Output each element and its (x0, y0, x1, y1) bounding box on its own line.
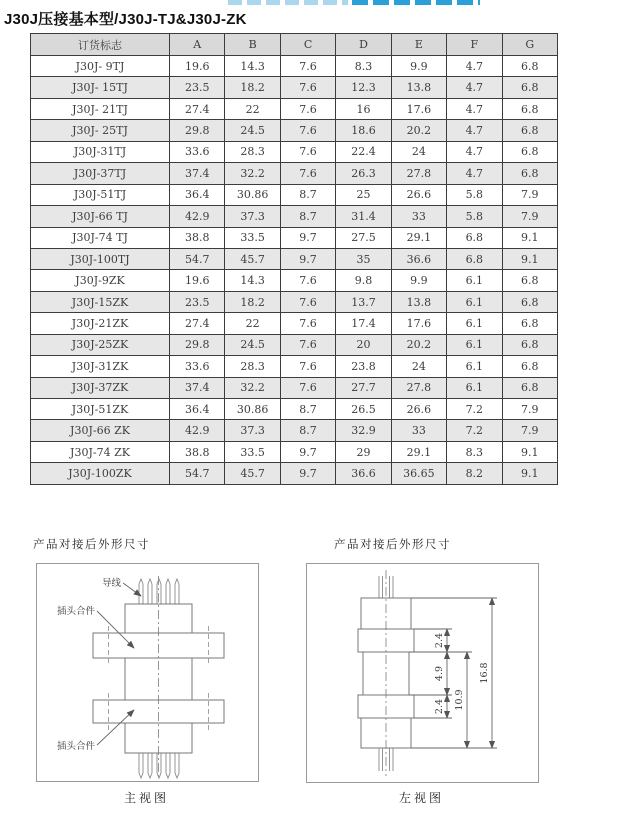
cutoff-header-text-dark (352, 0, 480, 5)
cell: 19.6 (170, 56, 225, 77)
front-view-drawing (37, 564, 258, 781)
cell: 9.1 (502, 441, 557, 462)
cell: 17.4 (336, 313, 391, 334)
row-label: J30J- 15TJ (31, 77, 170, 98)
front-view-figure (36, 563, 259, 782)
cell: 7.2 (447, 420, 502, 441)
cell: 36.4 (170, 399, 225, 420)
cell: 12.3 (336, 77, 391, 98)
cell: 17.6 (391, 98, 446, 119)
table-row (31, 206, 558, 227)
cell: 42.9 (170, 420, 225, 441)
cell: 26.6 (391, 184, 446, 205)
cell: 14.3 (225, 56, 280, 77)
row-label: J30J-37ZK (31, 377, 170, 398)
cell: 6.1 (447, 270, 502, 291)
cell: 9.8 (336, 270, 391, 291)
row-label: J30J-66 TJ (31, 206, 170, 227)
cell: 37.3 (225, 420, 280, 441)
cell: 33.5 (225, 227, 280, 248)
cell: 23.8 (336, 356, 391, 377)
cell: 6.1 (447, 356, 502, 377)
row-label: J30J- 25TJ (31, 120, 170, 141)
table-row (31, 377, 558, 398)
cell: 8.7 (280, 399, 335, 420)
cell: 22 (225, 313, 280, 334)
cell: 42.9 (170, 206, 225, 227)
cell: 13.7 (336, 291, 391, 312)
cell: 6.8 (502, 291, 557, 312)
table-row (31, 399, 558, 420)
cell: 6.8 (502, 56, 557, 77)
cell: 27.5 (336, 227, 391, 248)
cell: 7.6 (280, 120, 335, 141)
cell: 30.86 (225, 184, 280, 205)
row-label: J30J-100TJ (31, 248, 170, 269)
cell: 54.7 (170, 248, 225, 269)
cell: 8.7 (280, 206, 335, 227)
cell: 16 (336, 98, 391, 119)
cell: 6.8 (502, 313, 557, 334)
row-label: J30J-31ZK (31, 356, 170, 377)
cell: 4.7 (447, 98, 502, 119)
cell: 5.8 (447, 184, 502, 205)
table-row (31, 141, 558, 162)
cell: 7.9 (502, 420, 557, 441)
cell: 29.8 (170, 120, 225, 141)
cell: 33 (391, 206, 446, 227)
cell: 33 (391, 420, 446, 441)
table-row (31, 270, 558, 291)
cell: 6.1 (447, 313, 502, 334)
side-view-caption: 产品对接后外形尺寸 (334, 537, 451, 551)
cell: 25 (336, 184, 391, 205)
cell: 27.8 (391, 163, 446, 184)
cell: 26.6 (391, 399, 446, 420)
cell: 6.8 (502, 120, 557, 141)
plug-top-label: 插头合件 (56, 606, 95, 617)
cell: 6.1 (447, 291, 502, 312)
cell: 7.6 (280, 313, 335, 334)
cell: 7.9 (502, 399, 557, 420)
cutoff-header-text-light (228, 0, 348, 5)
row-label: J30J-15ZK (31, 291, 170, 312)
cell: 9.7 (280, 463, 335, 484)
cell: 33.6 (170, 141, 225, 162)
cell: 6.8 (502, 163, 557, 184)
cell: 4.7 (447, 56, 502, 77)
cell: 6.8 (502, 98, 557, 119)
dim-value-middle: 4.9 (434, 665, 445, 682)
cell: 20.2 (391, 120, 446, 141)
cell: 9.9 (391, 56, 446, 77)
dim-value-partial-height: 10.9 (454, 689, 465, 711)
cell: 22.4 (336, 141, 391, 162)
cell: 7.6 (280, 77, 335, 98)
cell: 9.9 (391, 270, 446, 291)
row-label: J30J-9ZK (31, 270, 170, 291)
front-view-title: 主视图 (123, 791, 169, 805)
column-header: G (502, 34, 557, 56)
cell: 23.5 (170, 77, 225, 98)
cell: 29.1 (391, 227, 446, 248)
cell: 33.6 (170, 356, 225, 377)
cell: 4.7 (447, 120, 502, 141)
cell: 9.1 (502, 227, 557, 248)
cell: 37.4 (170, 163, 225, 184)
cell: 28.3 (225, 141, 280, 162)
cell: 24 (391, 141, 446, 162)
row-label: J30J-37TJ (31, 163, 170, 184)
dim-value-total-height: 16.8 (479, 662, 490, 684)
cell: 8.3 (336, 56, 391, 77)
table-row (31, 120, 558, 141)
cell: 38.8 (170, 441, 225, 462)
cell: 29.1 (391, 441, 446, 462)
cell: 6.1 (447, 334, 502, 355)
spec-table (30, 33, 558, 485)
cell: 26.3 (336, 163, 391, 184)
cell: 6.8 (502, 377, 557, 398)
row-label: J30J-51ZK (31, 399, 170, 420)
plug-bottom-leader-arrow (97, 710, 134, 745)
cell: 7.6 (280, 291, 335, 312)
cell: 14.3 (225, 270, 280, 291)
cell: 6.8 (502, 356, 557, 377)
table-row (31, 227, 558, 248)
cell: 18.2 (225, 77, 280, 98)
column-header: F (447, 34, 502, 56)
cell: 8.2 (447, 463, 502, 484)
row-label: J30J- 9TJ (31, 56, 170, 77)
table-row (31, 334, 558, 355)
side-view-title: 左视图 (398, 791, 444, 805)
table-row (31, 356, 558, 377)
cell: 22 (225, 98, 280, 119)
cell: 20 (336, 334, 391, 355)
cell: 54.7 (170, 463, 225, 484)
column-header: 订货标志 (31, 34, 170, 56)
cell: 9.1 (502, 248, 557, 269)
cell: 32.9 (336, 420, 391, 441)
top-wires (139, 579, 179, 604)
cell: 18.6 (336, 120, 391, 141)
cell: 20.2 (391, 334, 446, 355)
row-label: J30J-100ZK (31, 463, 170, 484)
cell: 9.7 (280, 248, 335, 269)
cell: 7.6 (280, 98, 335, 119)
cell: 27.7 (336, 377, 391, 398)
column-header: B (225, 34, 280, 56)
cell: 6.8 (502, 270, 557, 291)
cell: 27.4 (170, 98, 225, 119)
table-row (31, 98, 558, 119)
table-row (31, 77, 558, 98)
cell: 27.8 (391, 377, 446, 398)
table-row (31, 463, 558, 484)
cell: 27.4 (170, 313, 225, 334)
cell: 32.2 (225, 163, 280, 184)
cell: 37.4 (170, 377, 225, 398)
cell: 8.3 (447, 441, 502, 462)
cell: 6.8 (502, 141, 557, 162)
wire-label: 导线 (101, 578, 121, 589)
cell: 45.7 (225, 463, 280, 484)
cell: 4.7 (447, 163, 502, 184)
row-label: J30J-74 ZK (31, 441, 170, 462)
cell: 18.2 (225, 291, 280, 312)
cell: 19.6 (170, 270, 225, 291)
wire-leader-arrow (123, 583, 141, 596)
cell: 7.6 (280, 141, 335, 162)
cell: 8.7 (280, 184, 335, 205)
side-view-drawing (307, 564, 538, 782)
cell: 4.7 (447, 77, 502, 98)
cell: 45.7 (225, 248, 280, 269)
table-row (31, 291, 558, 312)
cell: 24 (391, 356, 446, 377)
cell: 7.6 (280, 163, 335, 184)
cell: 36.65 (391, 463, 446, 484)
cell: 7.6 (280, 356, 335, 377)
cell: 29 (336, 441, 391, 462)
table-row (31, 441, 558, 462)
row-label: J30J-21ZK (31, 313, 170, 334)
cell: 38.8 (170, 227, 225, 248)
table-row (31, 313, 558, 334)
plug-top-leader-arrow (97, 611, 134, 648)
cell: 31.4 (336, 206, 391, 227)
cell: 24.5 (225, 334, 280, 355)
row-label: J30J-51TJ (31, 184, 170, 205)
row-label: J30J-74 TJ (31, 227, 170, 248)
cell: 9.7 (280, 441, 335, 462)
table-row (31, 184, 558, 205)
row-label: J30J-31TJ (31, 141, 170, 162)
cell: 9.1 (502, 463, 557, 484)
cell: 9.7 (280, 227, 335, 248)
dim-value-flange-top: 2.4 (434, 632, 445, 649)
cell: 6.1 (447, 377, 502, 398)
table-row (31, 163, 558, 184)
cell: 5.8 (447, 206, 502, 227)
cell: 7.6 (280, 270, 335, 291)
cell: 13.8 (391, 291, 446, 312)
cell: 6.8 (502, 334, 557, 355)
side-view-figure (306, 563, 539, 783)
row-label: J30J-66 ZK (31, 420, 170, 441)
spec-table-body (31, 56, 558, 485)
cell: 23.5 (170, 291, 225, 312)
cell: 7.9 (502, 206, 557, 227)
cell: 4.7 (447, 141, 502, 162)
front-view-caption: 产品对接后外形尺寸 (33, 537, 150, 551)
cell: 37.3 (225, 206, 280, 227)
cell: 6.8 (447, 248, 502, 269)
cell: 17.6 (391, 313, 446, 334)
column-header: C (280, 34, 335, 56)
cell: 29.8 (170, 334, 225, 355)
dim-value-flange-bottom: 2.4 (434, 698, 445, 715)
cell: 32.2 (225, 377, 280, 398)
cell: 8.7 (280, 420, 335, 441)
cell: 6.8 (502, 77, 557, 98)
column-header: E (391, 34, 446, 56)
bottom-wires (139, 753, 179, 778)
row-label: J30J-25ZK (31, 334, 170, 355)
table-row (31, 248, 558, 269)
cell: 7.2 (447, 399, 502, 420)
table-row (31, 420, 558, 441)
cell: 33.5 (225, 441, 280, 462)
cell: 24.5 (225, 120, 280, 141)
spec-table-header (31, 34, 558, 56)
row-label: J30J- 21TJ (31, 98, 170, 119)
cell: 36.6 (391, 248, 446, 269)
cell: 26.5 (336, 399, 391, 420)
column-header: D (336, 34, 391, 56)
cell: 7.6 (280, 377, 335, 398)
cell: 36.4 (170, 184, 225, 205)
plug-bottom-label: 插头合件 (56, 741, 95, 752)
cell: 7.9 (502, 184, 557, 205)
cell: 6.8 (447, 227, 502, 248)
table-row (31, 56, 558, 77)
cell: 7.6 (280, 56, 335, 77)
cell: 35 (336, 248, 391, 269)
page-title: J30J压接基本型/J30J-TJ&J30J-ZK (4, 11, 247, 28)
cell: 7.6 (280, 334, 335, 355)
cell: 13.8 (391, 77, 446, 98)
cell: 30.86 (225, 399, 280, 420)
cell: 36.6 (336, 463, 391, 484)
header-row (31, 34, 558, 56)
cell: 28.3 (225, 356, 280, 377)
column-header: A (170, 34, 225, 56)
